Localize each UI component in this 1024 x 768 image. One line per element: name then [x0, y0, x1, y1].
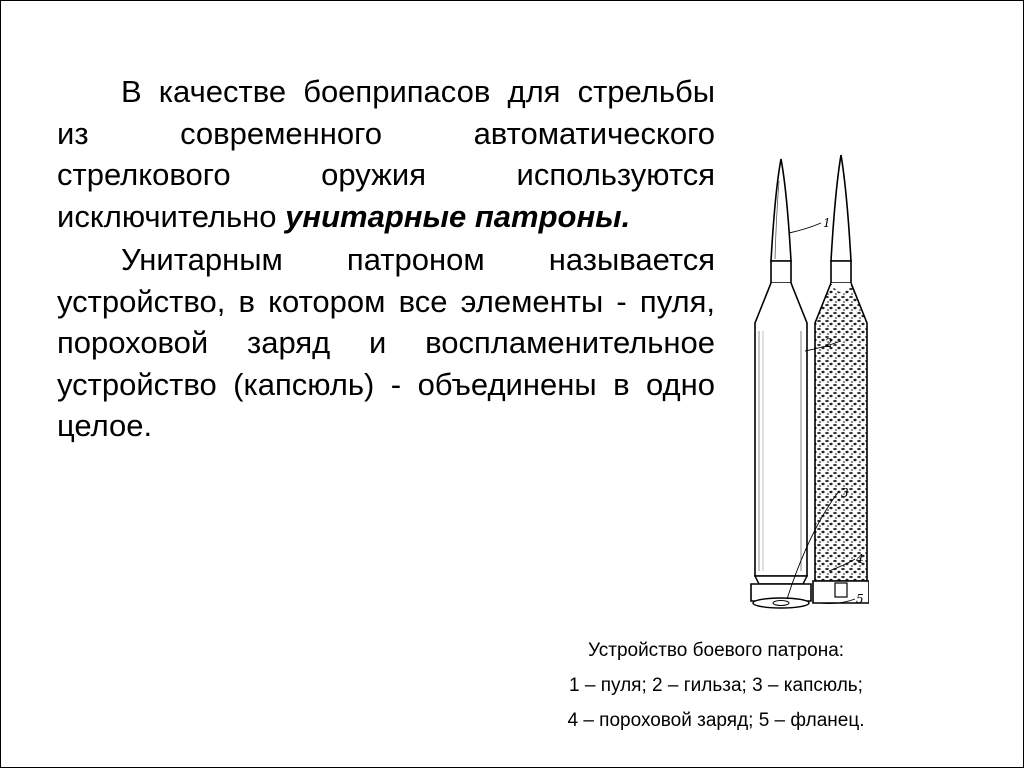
caption-legend-line-1: 1 – пуля; 2 – гильза; 3 – капсюль;: [569, 675, 863, 696]
cartridge-figure: [729, 151, 869, 621]
intro-paragraph: [57, 71, 715, 237]
definition-paragraph: Унитарным патроном называется устройство, в котором все элементы - пуля, пороховой заряд и воспламенительное устройство (капсюль) - объединены в одно целое.: [57, 242, 715, 443]
callout-label-2: 2: [825, 336, 833, 350]
figure-caption: [471, 633, 961, 738]
callout-label-1: 1: [823, 216, 831, 230]
callout-label-5: 5: [856, 592, 864, 606]
body-text: [57, 71, 715, 447]
callout-label-3: 3: [841, 486, 849, 500]
intro-emphasis: унитарные патроны.: [285, 198, 631, 234]
cartridge-diagram: [729, 151, 869, 621]
intro-text: В качестве боеприпасов для стрельбы из современного автоматического стрелкового оружия используются исключительно: [57, 74, 715, 234]
caption-title: Устройство боевого патрона:: [587, 640, 845, 661]
caption-legend-line-2: 4 – пороховой заряд; 5 – фланец.: [567, 710, 865, 731]
cartridge-section: [813, 155, 869, 603]
callout-label-4: 4: [856, 552, 864, 566]
cartridge-external: [751, 159, 811, 608]
